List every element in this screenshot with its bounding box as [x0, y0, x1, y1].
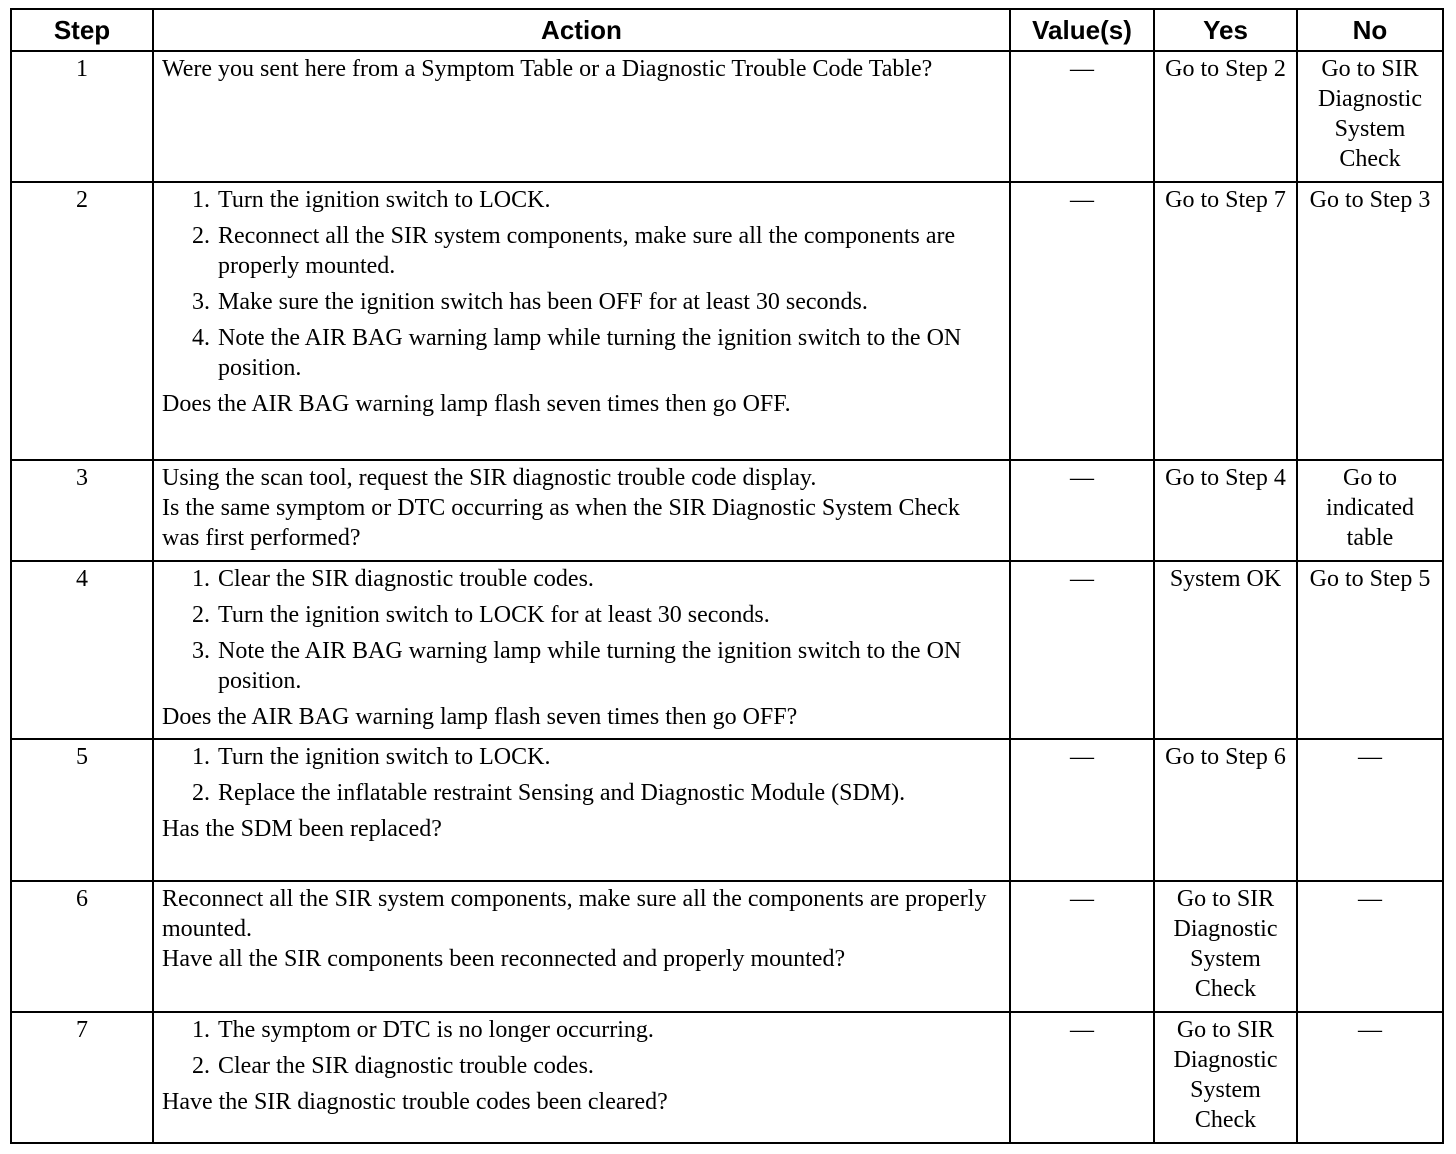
step-number: 5	[11, 739, 153, 881]
list-item: 3. Note the AIR BAG warning lamp while turning the ignition switch to the ON position.	[216, 636, 995, 696]
header-no: No	[1297, 9, 1443, 51]
yes-cell: Go to Step 2	[1154, 51, 1297, 182]
list-item: 1. Turn the ignition switch to LOCK.	[216, 742, 995, 772]
header-values: Value(s)	[1010, 9, 1154, 51]
no-cell: Go to Step 5	[1297, 561, 1443, 739]
step-number: 6	[11, 881, 153, 1012]
value-cell: —	[1010, 51, 1154, 182]
list-item: 2. Reconnect all the SIR system components, make sure all the components are properly mounted.	[216, 221, 995, 281]
table-row	[11, 182, 1443, 460]
no-cell: Go to SIR Diagnostic System Check	[1297, 51, 1443, 182]
step-number: 4	[11, 561, 153, 739]
action-question: Has the SDM been replaced?	[162, 816, 442, 842]
action-cell	[153, 182, 1010, 460]
no-cell: —	[1297, 1012, 1443, 1143]
table-row	[11, 460, 1443, 561]
step-number: 7	[11, 1012, 153, 1143]
table-row	[11, 561, 1443, 739]
list-item: 3. Make sure the ignition switch has been OFF for at least 30 seconds.	[216, 287, 995, 317]
list-item: 2. Turn the ignition switch to LOCK for at least 30 seconds.	[216, 600, 995, 630]
step-number: 1	[11, 51, 153, 182]
value-cell: —	[1010, 460, 1154, 561]
yes-cell: Go to SIR Diagnostic System Check	[1154, 881, 1297, 1012]
action-text: Were you sent here from a Symptom Table or a Diagnostic Trouble Code Table?	[162, 56, 933, 82]
action-steps-list	[162, 742, 995, 808]
diagnostic-table	[10, 8, 1444, 1144]
action-steps-list	[162, 564, 995, 696]
action-cell	[153, 739, 1010, 881]
step-number: 2	[11, 182, 153, 460]
list-item: 1. Turn the ignition switch to LOCK.	[216, 185, 995, 215]
no-cell: Go to Step 3	[1297, 182, 1443, 460]
header-step: Step	[11, 9, 153, 51]
action-question: Have the SIR diagnostic trouble codes been cleared?	[162, 1089, 668, 1115]
no-cell: —	[1297, 881, 1443, 1012]
action-cell	[153, 460, 1010, 561]
action-steps-list	[162, 185, 995, 383]
action-cell	[153, 51, 1010, 182]
action-question: Is the same symptom or DTC occurring as when the SIR Diagnostic System Check was first performed?	[162, 495, 960, 551]
action-text: Using the scan tool, request the SIR diagnostic trouble code display.	[162, 465, 817, 491]
list-item: 2. Clear the SIR diagnostic trouble codes.	[216, 1051, 995, 1081]
action-cell	[153, 1012, 1010, 1143]
action-cell	[153, 881, 1010, 1012]
table-row	[11, 51, 1443, 182]
value-cell: —	[1010, 1012, 1154, 1143]
no-cell: —	[1297, 739, 1443, 881]
header-row	[11, 9, 1443, 51]
list-item: 4. Note the AIR BAG warning lamp while turning the ignition switch to the ON position.	[216, 323, 995, 383]
value-cell: —	[1010, 182, 1154, 460]
yes-cell: Go to Step 6	[1154, 739, 1297, 881]
action-question: Does the AIR BAG warning lamp flash seven times then go OFF.	[162, 391, 791, 417]
action-text: Reconnect all the SIR system components, make sure all the components are properly mounted.	[162, 886, 987, 942]
yes-cell: Go to Step 4	[1154, 460, 1297, 561]
step-number: 3	[11, 460, 153, 561]
header-action: Action	[153, 9, 1010, 51]
action-cell	[153, 561, 1010, 739]
value-cell: —	[1010, 739, 1154, 881]
list-item: 1. Clear the SIR diagnostic trouble codes.	[216, 564, 995, 594]
table-row	[11, 881, 1443, 1012]
yes-cell: Go to Step 7	[1154, 182, 1297, 460]
list-item: 1. The symptom or DTC is no longer occurring.	[216, 1015, 995, 1045]
no-cell: Go to indicated table	[1297, 460, 1443, 561]
value-cell: —	[1010, 561, 1154, 739]
yes-cell: Go to SIR Diagnostic System Check	[1154, 1012, 1297, 1143]
list-item: 2. Replace the inflatable restraint Sensing and Diagnostic Module (SDM).	[216, 778, 995, 808]
yes-cell: System OK	[1154, 561, 1297, 739]
table-row	[11, 1012, 1443, 1143]
action-question: Does the AIR BAG warning lamp flash seven times then go OFF?	[162, 704, 798, 730]
table-row	[11, 739, 1443, 881]
action-question: Have all the SIR components been reconnected and properly mounted?	[162, 946, 846, 972]
value-cell: —	[1010, 881, 1154, 1012]
header-yes: Yes	[1154, 9, 1297, 51]
action-steps-list	[162, 1015, 995, 1081]
